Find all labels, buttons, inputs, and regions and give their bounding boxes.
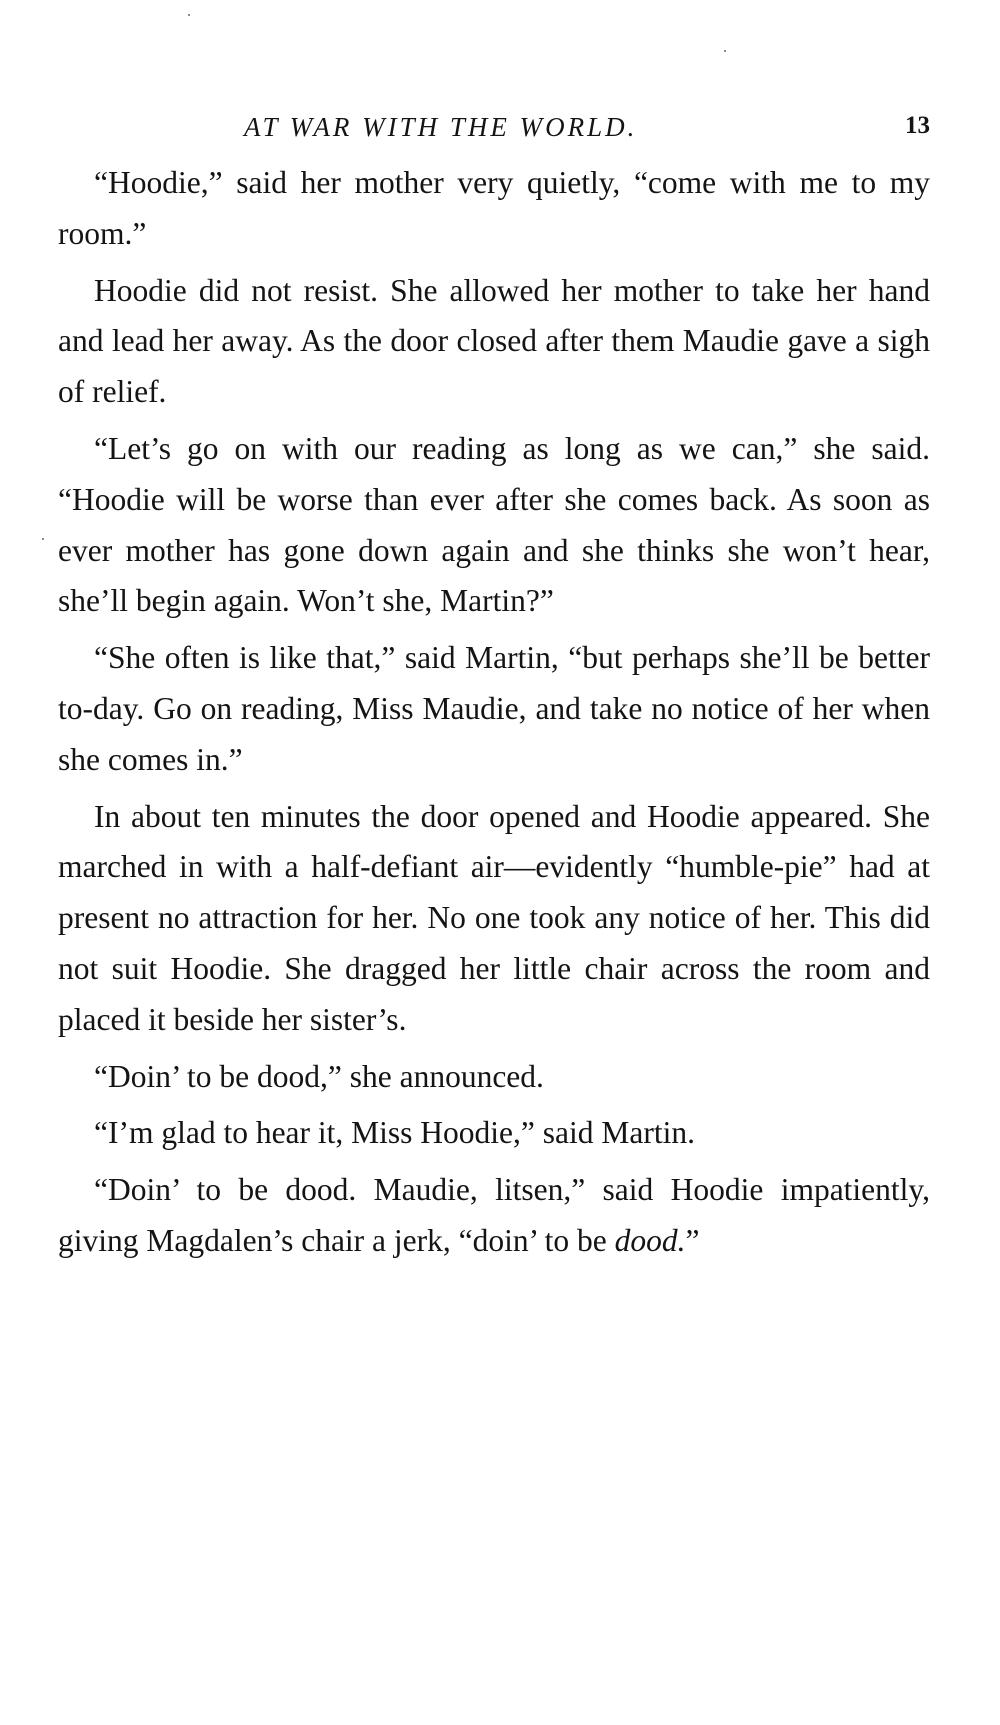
emphasized-word: dood. — [614, 1222, 686, 1258]
scan-speck — [724, 50, 726, 52]
page-header — [58, 112, 930, 152]
closing-quote: ” — [685, 1222, 700, 1258]
paragraph: “Let’s go on with our reading as long as we can,” she said. “Hoodie will be worse than ever after she comes back. As soon as ever mother has gone down again and she thinks she won’t hear, she’ll begin again. Won’t she, Martin?” — [58, 430, 930, 619]
paragraph: “Doin’ to be dood,” she announced. — [94, 1058, 544, 1094]
page-number: 13 — [905, 112, 930, 139]
scan-speck — [42, 538, 44, 540]
paragraph: “Hoodie,” said her mother very quietly, “come with me to my room.” — [58, 165, 930, 251]
body-text — [58, 158, 930, 1267]
final-paragraph — [58, 1165, 930, 1267]
scan-speck — [188, 14, 190, 16]
paragraph: In about ten minutes the door opened and Hoodie appeared. She marched in with a half-defiant air—evidently “humble-pie” had at present no attraction for her. No one took any notice of her. This did not suit Hoodie. She dragged her little chair across the room and placed it beside her sister’s. — [58, 798, 930, 1037]
final-paragraph-text: “Doin’ to be dood. Maudie, litsen,” said Hoodie impatiently, giving Magdalen’s chair a jerk, “doin’ to be — [58, 1172, 930, 1258]
paragraph: “I’m glad to hear it, Miss Hoodie,” said Martin. — [94, 1115, 695, 1151]
running-title: AT WAR WITH THE WORLD. — [244, 112, 638, 142]
paragraph: “She often is like that,” said Martin, “but perhaps she’ll be better to-day. Go on reading, Miss Maudie, and take no notice of her when she comes in.” — [58, 640, 930, 777]
paragraph: Hoodie did not resist. She allowed her mother to take her hand and lead her away. As the door closed after them Maudie gave a sigh of relief. — [58, 272, 930, 410]
